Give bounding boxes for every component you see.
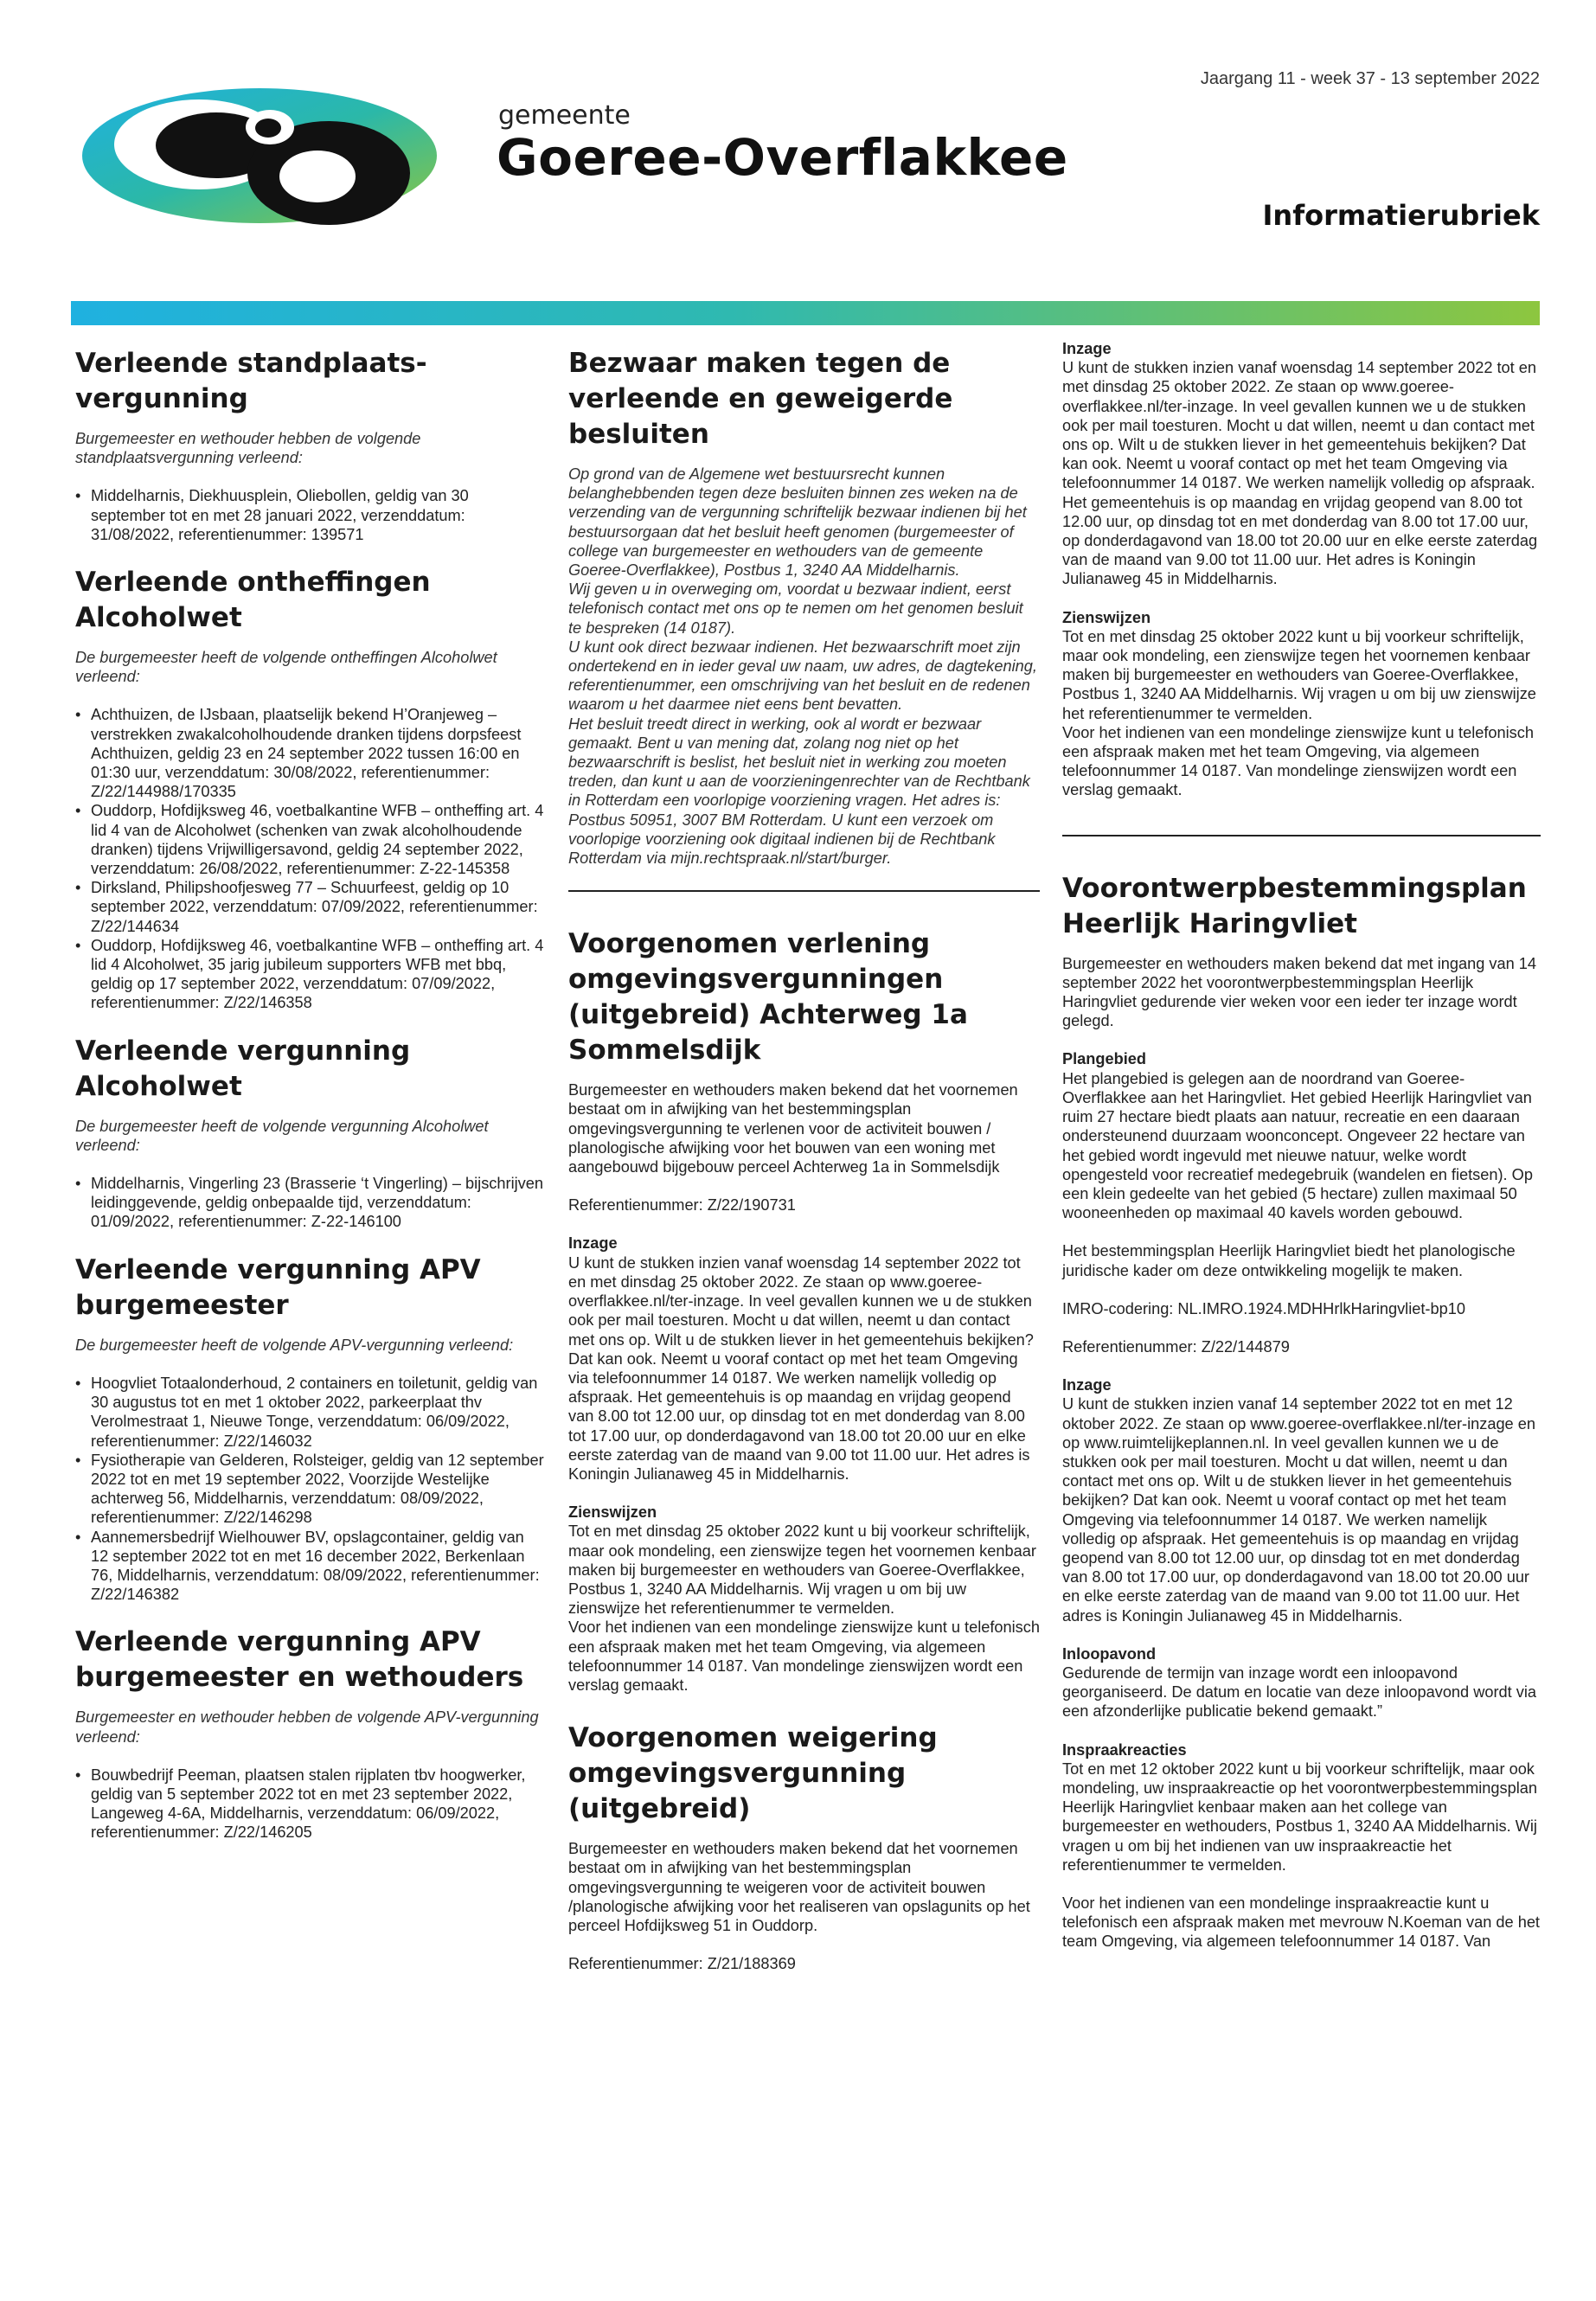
section-verlening-achterweg	[568, 926, 1040, 1695]
section-apv-burgemeester-wethouders	[75, 1625, 544, 1842]
list-item: • Dirksland, Philipshoofjesweg 77 – Schuurfeest, geldig op 10 september 2022, verzenddatum: 07/09/2022, referentienummer: Z/22/144634	[75, 878, 544, 936]
rubric-title: Informatierubriek	[1262, 199, 1540, 232]
brand-municipality-label: gemeente	[498, 100, 631, 131]
reference-number: Referentienummer: Z/21/188369	[568, 1955, 796, 1973]
section-bezwaar	[568, 346, 1040, 868]
list-item: • Ouddorp, Hofdijksweg 46, voetbalkantine WFB – ontheffing art. 4 lid 4 Alcoholwet, 35 jarig jubileum supporters WFB met bbq, geldig op 17 september 2022, verzenddatum: 07/09/2022, referentienummer: Z/22/146358	[75, 936, 544, 1013]
column-2	[568, 346, 1040, 1989]
gemeente-logo	[69, 71, 450, 244]
subheading: Inzage	[1062, 1376, 1112, 1394]
section-ontheffingen-alcoholwet	[75, 565, 544, 1013]
section-body: Burgemeester en wethouders maken bekend dat het voornemen bestaat om in afwijking van het bestemmingsplan omgevingsvergunning te weigeren voor de activiteit bouwen /planologische afwijking voor het realiseren van opslagunits op het perceel Hofdijksweg 51 in Ouddorp.	[568, 1840, 1030, 1934]
permit-list	[75, 486, 544, 544]
inzage-text: U kunt de stukken inzien vanaf woensdag 14 september 2022 tot en met dinsdag 25 oktober 2022. Ze staan op www.goeree-overflakkee.nl/ter-inzage. In veel gevallen kunnen we u de stukken ook per mail toesturen. Mocht u dat willen, neemt u dan contact met ons op. Wilt u de stukken liever in het gemeentehuis bekijken? Dat kan ook. Neemt u vooraf contact op met het team Omgeving via telefoonnummer 14 0187. We werken namelijk volledig op afspraak. Het gemeentehuis is op maandag en vrijdag geopend van 8.00 tot 12.00 uur, op dinsdag tot en met donderdag van 8.00 tot 17.00 uur, op donderdagavond van 18.00 tot 20.00 uur en elke eerste zaterdag van de maand van 9.00 tot 11.00 uur. Het adres is Koningin Julianaweg 45 in Middelharnis.	[568, 1253, 1034, 1483]
section-intro: Burgemeester en wethouder hebben de volgende APV-vergunning verleend:	[75, 1708, 539, 1746]
list-item: • Fysiotherapie van Gelderen, Rolsteiger, geldig van 12 september 2022 tot en met 19 september 2022, Voorzijde Westelijke achterweg 56, Middelharnis, verzenddatum: 08/09/2022, referentienummer: Z/22/146298	[75, 1451, 544, 1528]
section-divider	[568, 890, 1040, 892]
brand-name: Goeree-Overflakkee	[497, 128, 1068, 187]
list-item: • Aannemersbedrijf Wielhouwer BV, opslagcontainer, geldig van 12 september 2022 tot en met 16 december 2022, Berkenlaan 76, Middelharnis, verzenddatum: 08/09/2022, referentienummer: Z/22/146382	[75, 1528, 544, 1605]
subheading: Plangebied	[1062, 1050, 1147, 1068]
section-title: Verleende vergunning APV burgemeester	[75, 1253, 481, 1321]
section-weigering	[568, 1721, 1040, 1973]
reference-number: Referentienummer: Z/22/190731	[568, 1196, 796, 1215]
inzage-text: U kunt de stukken inzien vanaf woensdag 14 september 2022 tot en met dinsdag 25 oktober 2022. Ze staan op www.goeree-overflakkee.nl/ter-inzage. In veel gevallen kunnen we u de stukken ook per mail toesturen. Mocht u dat willen, neemt u dan contact met ons op. Wilt u de stukken liever in het gemeentehuis bekijken? Dat kan ook. Neemt u vooraf contact op met het team Omgeving via telefoonnummer 14 0187. We werken namelijk volledig op afspraak. Het gemeentehuis is op maandag en vrijdag geopend van 8.00 tot 12.00 uur, op dinsdag tot en met donderdag van 8.00 tot 17.00 uur, op donderdagavond van 18.00 tot 20.00 uur en elke eerste zaterdag van de maand van 9.00 tot 11.00 uur. Het adres is Koningin Julianaweg 45 in Middelharnis.	[1062, 359, 1538, 588]
page-header	[0, 0, 1596, 311]
list-item: • Middelharnis, Diekhuusplein, Oliebollen, geldig van 30 september tot en met 28 januari 2022, verzenddatum: 31/08/2022, referentienummer: 139571	[75, 486, 544, 544]
list-item: • Middelharnis, Vingerling 23 (Brasserie ‘t Vingerling) – bijschrijven leidinggevende, geldig onbepaalde tijd, verzenddatum: 01/09/2022, referentienummer: Z-22-146100	[75, 1174, 544, 1232]
subheading: Inloopavond	[1062, 1644, 1157, 1663]
section-title: Verleende vergunning Alcoholwet	[75, 1035, 411, 1102]
inloop-text: Gedurende de termijn van inzage wordt een inloopavond georganiseerd. De datum en locatie van deze inloopavond wordt via een afzonderlijke publicatie bekend gemaakt.”	[1062, 1663, 1536, 1721]
section-title: Verleende standplaats-vergunning	[75, 348, 427, 414]
subheading: Inzage	[1062, 340, 1112, 357]
section-intro: Burgemeester en wethouder hebben de volgende standplaatsvergunning verleend:	[75, 430, 421, 467]
section-intro: De burgemeester heeft de volgende vergunning Alcoholwet verleend:	[75, 1117, 489, 1154]
subheading: Inspraakreacties	[1062, 1740, 1187, 1759]
section-intro: De burgemeester heeft de volgende ontheffingen Alcoholwet verleend:	[75, 649, 497, 686]
permit-list	[75, 1174, 544, 1232]
permit-list	[75, 1374, 544, 1604]
zienswijzen-text: Tot en met dinsdag 25 oktober 2022 kunt u bij voorkeur schriftelijk, maar ook mondeling, een zienswijze tegen het voornemen kenbaar maken bij burgemeester en wethouders van Goeree-Overflakkee, Postbus 1, 3240 AA Middelharnis. Wij vragen u om bij uw zienswijze het referentienummer te vermelden. Voor het indienen van een mondelinge zienswijze kunt u telefonisch een afspraak maken met het team Omgeving, via algemeen telefoonnummer 14 0187. Van mondelinge zienswijzen wordt een verslag gemaakt.	[568, 1522, 1040, 1694]
accent-bar	[71, 301, 1540, 325]
section-heerlijk-haringvliet	[1062, 871, 1541, 1952]
mondeling-text: Voor het indienen van een mondelinge inspraakreactie kunt u telefonisch een afspraak maken met mevrouw N.Koeman van de het team Omgeving, via algemeen telefoonnummer 14 0187. Van	[1062, 1894, 1540, 1951]
permit-list	[75, 1766, 544, 1843]
section-apv-burgemeester	[75, 1253, 544, 1605]
column-3	[1062, 339, 1541, 1967]
section-title: Verleende vergunning APV burgemeester en wethouders	[75, 1626, 524, 1694]
section-divider	[1062, 835, 1541, 836]
zienswijzen-text: Tot en met dinsdag 25 oktober 2022 kunt u bij voorkeur schriftelijk, maar ook mondeling, een zienswijze tegen het voornemen kenbaar maken bij burgemeester en wethouders van Goeree-Overflakkee, Postbus 1, 3240 AA Middelharnis. Wij vragen u om bij uw zienswijze het referentienummer te vermelden. Voor het indienen van een mondelinge zienswijze kunt u telefonisch een afspraak maken met het team Omgeving, via algemeen telefoonnummer 14 0187. Van mondelinge zienswijzen wordt een verslag gemaakt.	[1062, 627, 1536, 799]
section-intro: Burgemeester en wethouders maken bekend dat met ingang van 14 september 2022 het voorontwerpbestemmingsplan Heerlijk Haringvliet gedurende vier weken voor een ieder ter inzage wordt gelegd.	[1062, 954, 1536, 1030]
plangebied-text: Het plangebied is gelegen aan de noordrand van Goeree-Overflakkee aan het Haringvliet. Het gebied Heerlijk Haringvliet van ruim 27 hectare biedt plaats aan natuur, recreatie en een daaraan ondersteunend duurzaam woonconcept. Ongeveer 22 hectare van het gebied wordt ingevuld met nieuwe natuur, welke wordt opengesteld voor recreatief medegebruik (wandelen en fietsen). Op een klein gedeelte van het gebied (5 hectare) zullen maximaal 50 wooneenheden op maximaal 40 kavels worden gebouwd.	[1062, 1069, 1533, 1222]
permit-list	[75, 705, 544, 1012]
section-title: Voorgenomen verlening omgevingsvergunningen (uitgebreid) Achterweg 1a Sommelsdijk	[568, 928, 968, 1067]
list-item: • Bouwbedrijf Peeman, plaatsen stalen rijplaten tbv hoogwerker, geldig van 5 september 2022 tot en met 23 september 2022, Langeweg 4-6A, Middelharnis, verzenddatum: 06/09/2022, referentienummer: Z/22/146205	[75, 1766, 544, 1843]
section-title: Verleende ontheffingen Alcoholwet	[75, 567, 431, 634]
section-vergunning-alcoholwet	[75, 1034, 544, 1232]
section-title: Bezwaar maken tegen de verleende en geweigerde besluiten	[568, 348, 953, 450]
reference-number: Referentienummer: Z/22/144879	[1062, 1337, 1290, 1356]
inzage-text: U kunt de stukken inzien vanaf 14 september 2022 tot en met 12 oktober 2022. Ze staan op www.goeree-overflakkee.nl/ter-inzage en op www.ruimtelijkeplannen.nl. In veel gevallen kunnen we u de stukken ook per mail toesturen. Mocht u dat willen, neemt u dan contact met ons op. Wilt u de stukken liever in het gemeentehuis bekijken? Dat kan ook. Neemt u vooraf contact op met het team Omgeving via telefoonnummer 14 0187. We werken namelijk volledig op afspraak. Het gemeentehuis is op maandag en vrijdag geopend van 8.00 tot 12.00 uur, op dinsdag tot en met donderdag van 8.00 tot 17.00 uur, op donderdagavond van 18.00 tot 20.00 uur en elke eerste zaterdag van de maand van 9.00 tot 11.00 uur. Het adres is Koningin Julianaweg 45 in Middelharnis.	[1062, 1395, 1535, 1625]
list-item: • Hoogvliet Totaalonderhoud, 2 containers en toiletunit, geldig van 30 augustus tot en met 1 oktober 2022, parkeerplaat thv Verolmestraat 1, Nieuwe Tonge, verzenddatum: 06/09/2022, referentienummer: Z/22/146032	[75, 1374, 544, 1451]
section-standplaats	[75, 346, 544, 544]
section-body: Burgemeester en wethouders maken bekend dat het voornemen bestaat om in afwijking van het bestemmingsplan omgevingsvergunning te verlenen voor de activiteit bouwen / planologische afwijking voor het bouwen van een woning met aangebouwd bijgebouw perceel Achterweg 1a in Sommelsdijk	[568, 1081, 1018, 1176]
issue-info: Jaargang 11 - week 37 - 13 september 2022	[1200, 69, 1540, 88]
section-intro: De burgemeester heeft de volgende APV-vergunning verleend:	[75, 1336, 514, 1354]
section-title: Voorontwerpbestemmingsplan Heerlijk Haringvliet	[1062, 872, 1527, 939]
column-1	[75, 346, 544, 1863]
kader-text: Het bestemmingsplan Heerlijk Haringvliet biedt het planologische juridische kader om deze ontwikkeling mogelijk te maken.	[1062, 1242, 1516, 1279]
list-item: • Achthuizen, de IJsbaan, plaatselijk bekend H’Oranjeweg – verstrekken zwakalcoholhoudende dranken tijdens dorpsfeest Achthuizen, geldig 23 en 24 september 2022 tussen 16:00 en 01:30 uur, verzenddatum: 30/08/2022, referentienummer: Z/22/144988/170335	[75, 705, 544, 801]
section-title: Voorgenomen weigering omgevingsvergunning (uitgebreid)	[568, 1722, 938, 1825]
imro-code: IMRO-codering: NL.IMRO.1924.MDHHrlkHaringvliet-bp10	[1062, 1299, 1465, 1317]
inspraak-text: Tot en met 12 oktober 2022 kunt u bij voorkeur schriftelijk, maar ook mondeling, uw inspraakreactie op het voorontwerpbestemmingsplan Heerlijk Haringvliet kenbaar maken aan het college van burgemeester en wethouders, Postbus 1, 3240 AA Middelharnis. Wij vragen u om bij het indienen van uw inspraakreactie het referentienummer te vermelden.	[1062, 1759, 1537, 1874]
list-item: • Ouddorp, Hofdijksweg 46, voetbalkantine WFB – ontheffing art. 4 lid 4 van de Alcoholwet (schenken van zwak alcoholhoudende dranken) tijdens Vrijwilligersavond, geldig 24 september 2022, verzenddatum: 26/08/2022, referentienummer: Z-22-145358	[75, 801, 544, 878]
subheading: Inzage	[568, 1234, 618, 1253]
subheading: Zienswijzen	[568, 1503, 657, 1522]
section-body: Op grond van de Algemene wet bestuursrecht kunnen belanghebbenden tegen deze besluiten binnen zes weken na de verzending van de vergunning schriftelijk bezwaar indienen bij het bestuursorgaan dat het besluit heeft genomen (burgemeester of college van burgemeester en wethouders van de gemeente Goeree-Overflakkee), Postbus 1, 3240 AA Middelharnis. Wij geven u in overweging om, voordat u bezwaar indient, eerst telefonisch contact met ons op te nemen om het genomen besluit te bespreken (14 0187). U kunt ook direct bezwaar indienen. Het bezwaarschrift moet zijn ondertekend en in ieder geval uw naam, uw adres, de dagtekening, referentienummer, een omschrijving van het besluit en de redenen waarom u het daarmee niet eens bent bevatten. Het besluit treedt direct in werking, ook al wordt er bezwaar gemaakt. Bent u van mening dat, zolang nog niet op het bezwaarschrift is beslist, het besluit niet in werking zou moeten treden, dan kunt u aan de voorzieningenrechter van de Rechtbank in Rotterdam een voorlopige voorziening vragen. Het adres is: Postbus 50951, 3007 BM Rotterdam. U kunt een verzoek om voorlopige voorziening ook digitaal indienen bij de Rechtbank Rotterdam via mijn.rechtspraak.nl/start/burger.	[568, 465, 1037, 868]
subheading: Zienswijzen	[1062, 608, 1151, 626]
